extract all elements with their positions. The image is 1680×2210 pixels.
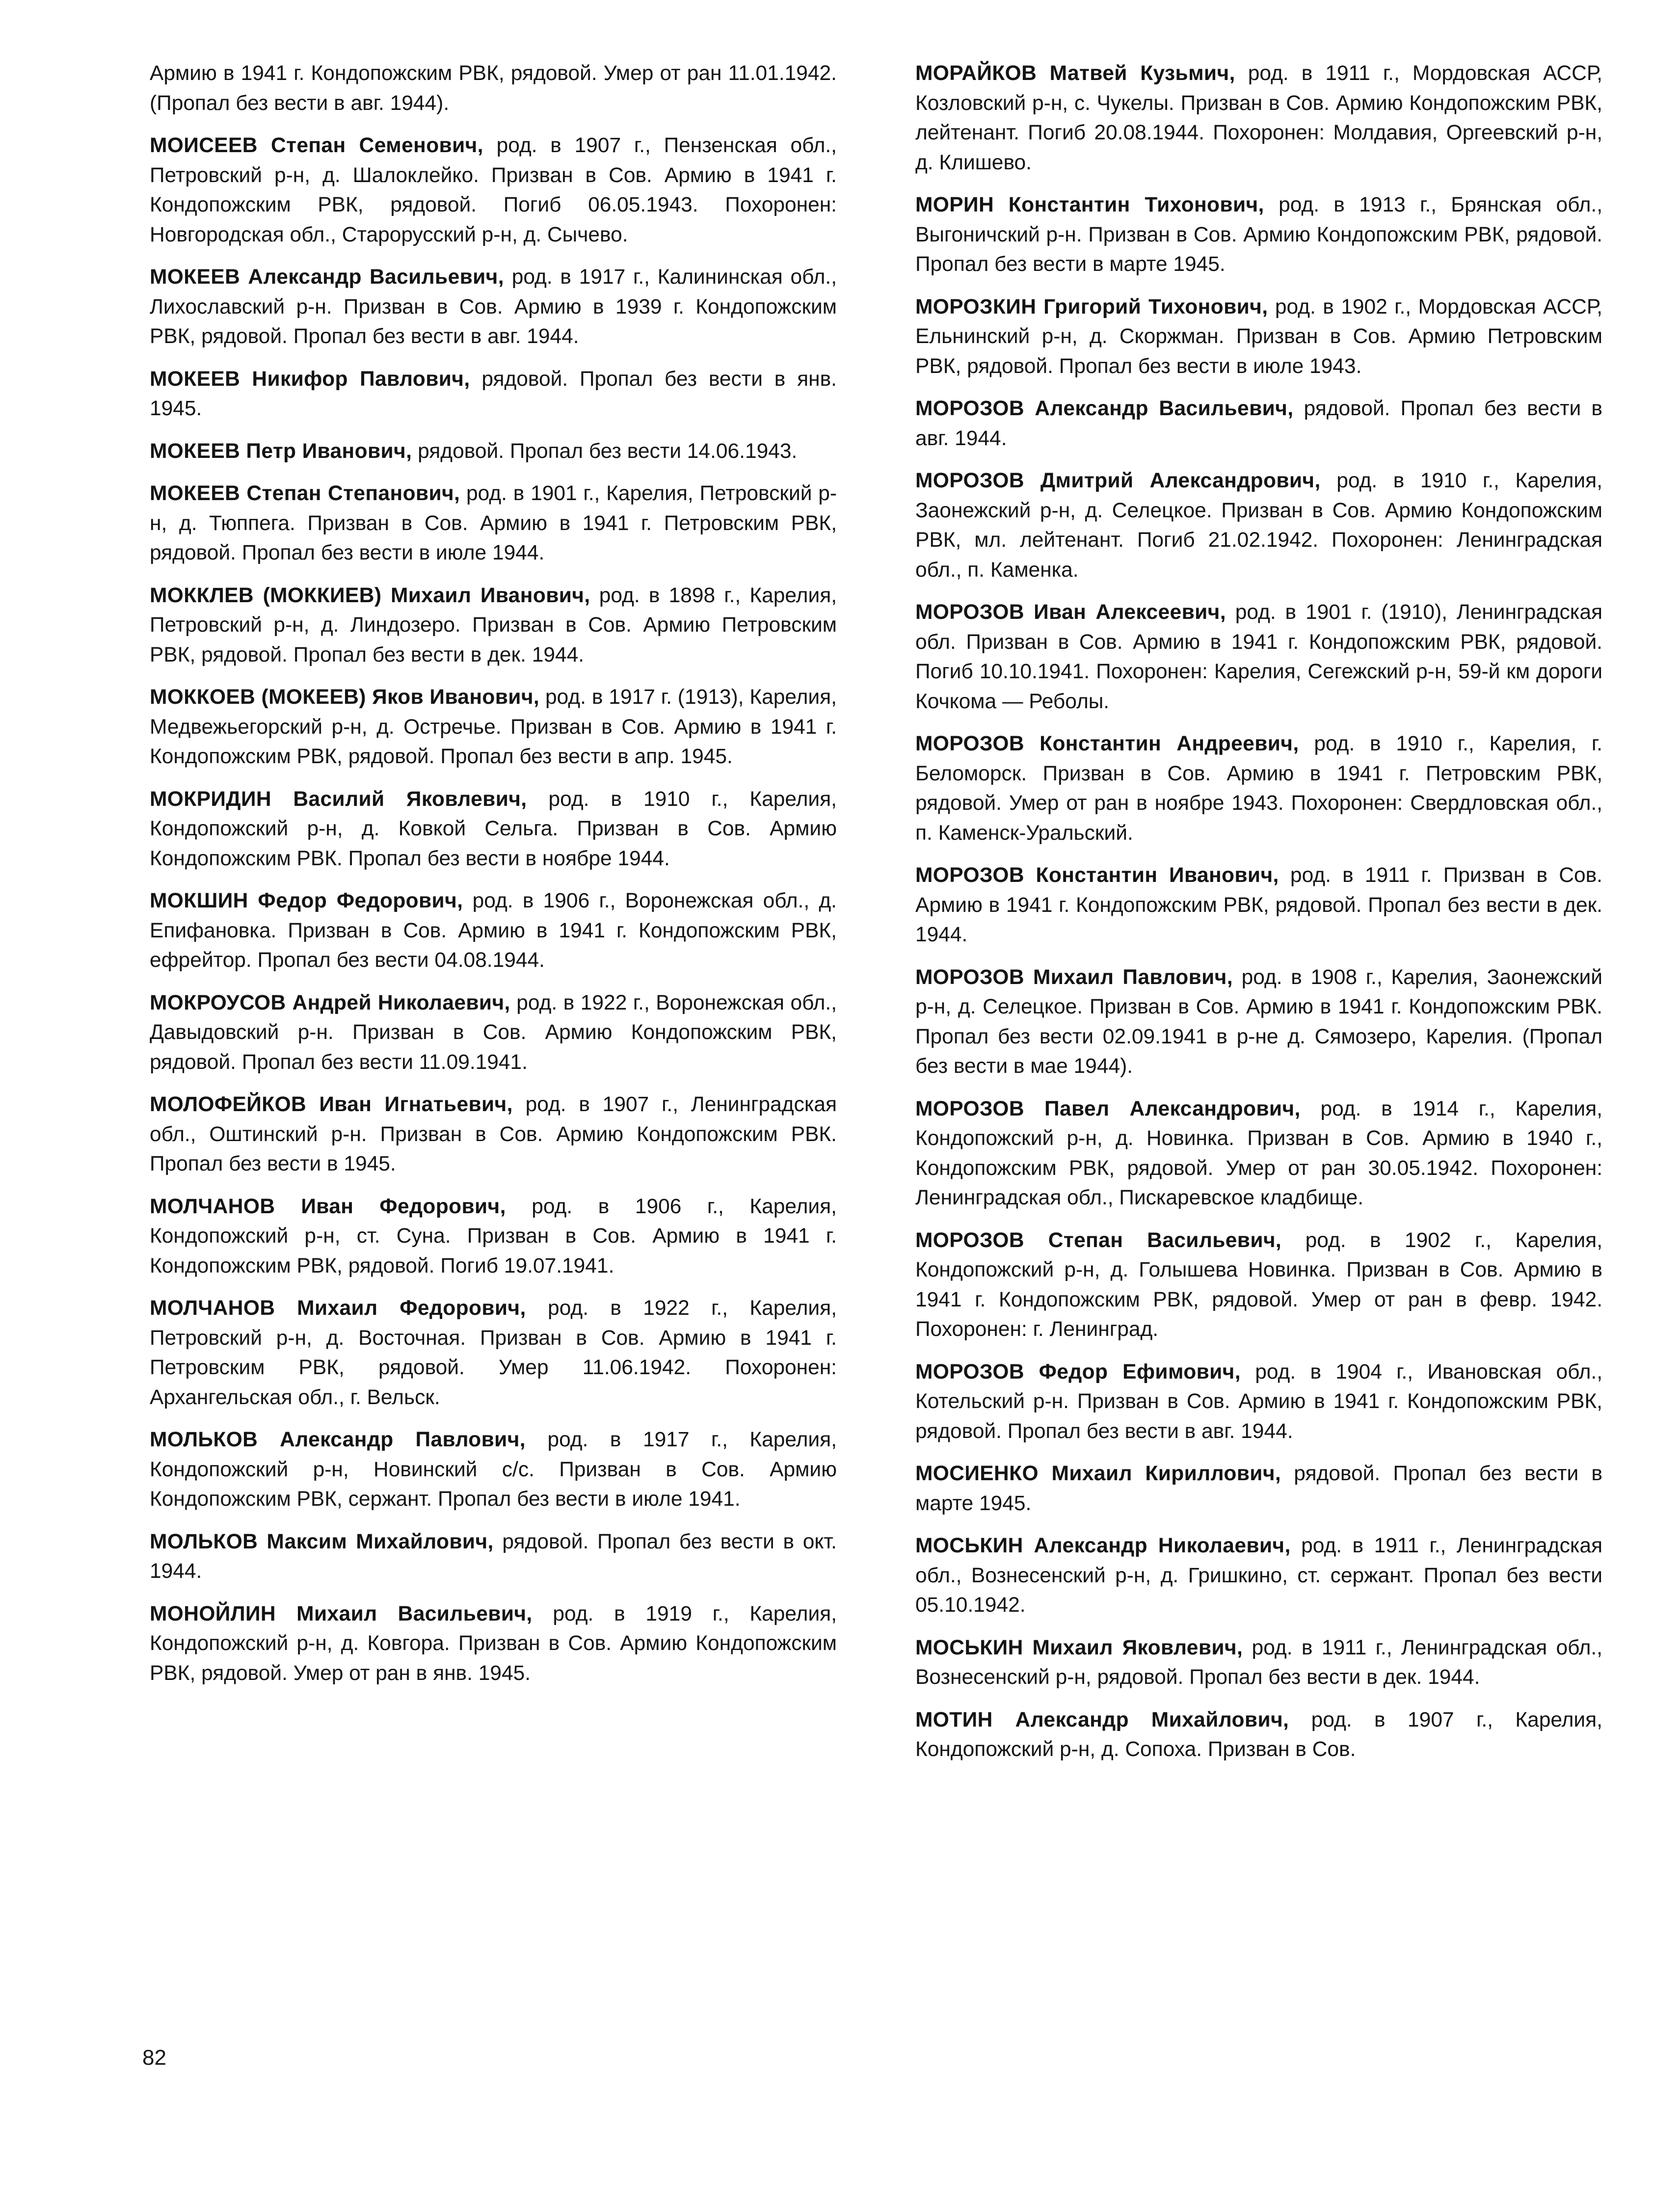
entry-text: род. в 1917 г., Карелия, Кондопожский р-н, Новинский с/с. Призван в Сов. Армию Кондопожским РВК, сержант. Пропал без вести в июле 1941.: [150, 1428, 837, 1511]
entry-text: род. в 1919 г., Карелия, Кондопожский р-н, д. Ковгора. Призван в Сов. Армию Кондопожским РВК, рядовой. Умер от ран в янв. 1945.: [150, 1602, 837, 1685]
entry: [915, 861, 1602, 950]
entry: [915, 598, 1602, 717]
entry-name: МОСИЕНКО Михаил Кириллович,: [915, 1462, 1281, 1485]
entry-name: МОРОЗОВ Александр Васильевич,: [915, 397, 1294, 420]
entry-text: рядовой. Пропал без вести 14.06.1943.: [412, 439, 798, 463]
entry-text: род. в 1904 г., Ивановская обл., Котельский р-н. Призван в Сов. Армию в 1941 г. Кондопожским РВК, рядовой. Пропал без вести в авг. 1944.: [915, 1360, 1603, 1443]
entry-text: род. в 1907 г., Пензенская обл., Петровский р-н, д. Шалоклейко. Призван в Сов. Армию в 1941 г. Кондопожским РВК, рядовой. Погиб 06.05.1943. Похоронен: Новгородская обл., Старорусский р-н, д. Сычево.: [150, 134, 837, 246]
entry-name: МОКРИДИН Василий Яковлевич,: [150, 787, 527, 811]
entry-text: род. в 1910 г., Карелия, Кондопожский р-н, д. Ковкой Сельга. Призван в Сов. Армию Кондопожским РВК. Пропал без вести в ноябре 1944.: [150, 787, 837, 870]
entry-name: МОРОЗОВ Константин Андреевич,: [915, 732, 1299, 755]
entry-name: МОСЬКИН Александр Николаевич,: [915, 1534, 1291, 1557]
entry: [915, 466, 1602, 585]
entry-text: род. в 1911 г., Ленинградская обл., Вознесенский р-н, д. Гришкино, ст. сержант. Пропал без вести 05.10.1942.: [915, 1534, 1602, 1617]
entry-text: род. в 1917 г., Калининская обл., Лихославский р-н. Призван в Сов. Армию в 1939 г. Кондопожским РВК, рядовой. Пропал без вести в авг. 1944.: [150, 266, 837, 348]
entry: [150, 785, 837, 874]
entry-name: МОРОЗКИН Григорий Тихонович,: [915, 295, 1268, 319]
entry-text: род. в 1911 г., Мордовская АССР, Козловский р-н, с. Чукелы. Призван в Сов. Армию Кондопожским РВК, лейтенант. Погиб 20.08.1944. Похоронен: Молдавия, Оргеевский р-н, д. Клишево.: [915, 62, 1602, 174]
entry: [915, 1459, 1602, 1518]
entry: [150, 1599, 837, 1689]
entry-name: МОСЬКИН Михаил Яковлевич,: [915, 1636, 1243, 1659]
entry: [150, 437, 837, 467]
entry: [915, 1226, 1602, 1345]
entry: [150, 1090, 837, 1179]
entry-text: рядовой. Пропал без вести в авг. 1944.: [915, 397, 1602, 450]
entry-text: род. в 1913 г., Брянская обл., Выгоничский р-н. Призван в Сов. Армию Кондопожским РВК, рядовой. Пропал без вести в марте 1945.: [915, 193, 1602, 276]
entry-text: рядовой. Пропал без вести в окт. 1944.: [150, 1530, 837, 1583]
entry: [150, 1294, 837, 1412]
entry-text: рядовой. Пропал без вести в марте 1945.: [915, 1462, 1602, 1515]
entry-text: род. в 1917 г. (1913), Карелия, Медвежьегорский р-н, д. Остречье. Призван в Сов. Армию в 1941 г. Кондопожским РВК, рядовой. Пропал без вести в апр. 1945.: [150, 686, 837, 768]
entry: [915, 1531, 1602, 1621]
entry-name: МОРОЗОВ Константин Иванович,: [915, 864, 1279, 887]
entry-name: МОЛОФЕЙКОВ Иван Игнатьевич,: [150, 1093, 513, 1116]
entry: [150, 1527, 837, 1587]
entry: [150, 1192, 837, 1281]
entry: [150, 988, 837, 1078]
entry-name: МОИСЕЕВ Степан Семенович,: [150, 134, 483, 157]
entry: [150, 683, 837, 772]
entry-name: МОКЕЕВ Александр Васильевич,: [150, 266, 504, 289]
entry: [150, 581, 837, 670]
entry: [915, 59, 1602, 178]
entry-name: МОКРОУСОВ Андрей Николаевич,: [150, 991, 510, 1014]
entry: [150, 263, 837, 352]
entry-name: МОКЕЕВ Петр Иванович,: [150, 439, 412, 463]
entry: [915, 190, 1602, 280]
entry: [915, 1358, 1602, 1447]
entry-name: МОТИН Александр Михайлович,: [915, 1708, 1289, 1731]
entry: [915, 293, 1602, 382]
entry-text: род. в 1922 г., Карелия, Петровский р-н, д. Восточная. Призван в Сов. Армию в 1941 г. Петровским РВК, рядовой. Умер 11.06.1942. Похоронен: Архангельская обл., г. Вельск.: [150, 1297, 837, 1409]
entry-name: МОРАЙКОВ Матвей Кузьмич,: [915, 62, 1235, 85]
entry-text: род. в 1911 г., Ленинградская обл., Вознесенский р-н, рядовой. Пропал без вести в дек. 1944.: [915, 1636, 1602, 1689]
entry-name: МОНОЙЛИН Михаил Васильевич,: [150, 1602, 533, 1625]
entry-text: род. в 1922 г., Воронежская обл., Давыдовский р-н. Призван в Сов. Армию Кондопожским РВК, рядовой. Пропал без вести 11.09.1941.: [150, 991, 837, 1074]
entry-text: род. в 1901 г., Карелия, Петровский р-н, д. Тюппега. Призван в Сов. Армию в 1941 г. Петровским РВК, рядовой. Пропал без вести в июле 1944.: [150, 482, 837, 564]
entry-text: род. в 1906 г., Карелия, Кондопожский р-н, ст. Суна. Призван в Сов. Армию в 1941 г. Кондопожским РВК, рядовой. Погиб 19.07.1941.: [150, 1195, 837, 1278]
entry-text: род. в 1910 г., Карелия, г. Беломорск. Призван в Сов. Армию в 1941 г. Петровским РВК, рядовой. Умер от ран в ноябре 1943. Похоронен: Свердловская обл., п. Каменск-Уральский.: [915, 732, 1602, 845]
entry-name: МОКЕЕВ Никифор Павлович,: [150, 367, 470, 391]
entry-name: МОККЛЕВ (МОККИЕВ) Михаил Иванович,: [150, 584, 590, 607]
entry: [150, 479, 837, 568]
entry-text: род. в 1902 г., Мордовская АССР, Ельнинский р-н, д. Скоржман. Призван в Сов. Армию Петровским РВК, рядовой. Пропал без вести в июле 1943.: [915, 295, 1602, 378]
entry-text: род. в 1902 г., Карелия, Кондопожский р-н, д. Голышева Новинка. Призван в Сов. Армию в 1941 г. Кондопожским РВК, рядовой. Умер от ран в февр. 1942. Похоронен: г. Ленинград.: [915, 1228, 1603, 1341]
page-number: 82: [142, 2046, 166, 2070]
entry: [915, 1705, 1602, 1765]
right-column: [915, 59, 1602, 1778]
entry: [150, 59, 837, 118]
entry-text: род. в 1910 г., Карелия, Заонежский р-н, д. Селецкое. Призван в Сов. Армию Кондопожским РВК, мл. лейтенант. Погиб 21.02.1942. Похоронен: Ленинградская обл., п. Каменка.: [915, 469, 1602, 582]
entry: [150, 365, 837, 424]
entry-name: МОРОЗОВ Дмитрий Александрович,: [915, 469, 1321, 492]
entry-name: МОКЕЕВ Степан Степанович,: [150, 482, 460, 505]
entry-name: МОРОЗОВ Степан Васильевич,: [915, 1228, 1282, 1252]
entry-text: рядовой. Пропал без вести в янв. 1945.: [150, 367, 837, 420]
entry-name: МОРОЗОВ Федор Ефимович,: [915, 1360, 1241, 1384]
entry-text: род. в 1901 г. (1910), Ленинградская обл. Призван в Сов. Армию в 1941 г. Кондопожским РВК, рядовой. Погиб 10.10.1941. Похоронен: Карелия, Сегежский р-н, 59-й км дороги Кочкома — Реболы.: [915, 601, 1602, 713]
entry: [915, 1094, 1602, 1213]
entry-text: род. в 1907 г., Карелия, Кондопожский р-н, д. Сопоха. Призван в Сов.: [915, 1708, 1602, 1761]
entry: [150, 1425, 837, 1515]
entry: [915, 963, 1602, 1082]
entry-name: МОЛЬКОВ Максим Михайлович,: [150, 1530, 494, 1553]
entry-text: род. в 1914 г., Карелия, Кондопожский р-н, д. Новинка. Призван в Сов. Армию в 1940 г., Кондопожским РВК, рядовой. Умер от ран 30.05.1942. Похоронен: Ленинградская обл., Пискаревское кладбище.: [915, 1097, 1602, 1209]
left-column: [150, 59, 837, 1701]
entry-text: род. в 1906 г., Воронежская обл., д. Епифановка. Призван в Сов. Армию в 1941 г. Кондопожским РВК, ефрейтор. Пропал без вести 04.08.1944.: [150, 889, 837, 972]
entry-name: МОЛЬКОВ Александр Павлович,: [150, 1428, 526, 1451]
entry: [915, 1633, 1602, 1693]
entry-name: МОЛЧАНОВ Иван Федорович,: [150, 1195, 506, 1218]
entry-text: род. в 1908 г., Карелия, Заонежский р-н, д. Селецкое. Призван в Сов. Армию в 1941 г. Кондопожским РВК. Пропал без вести 02.09.1941 в р-не д. Сямозеро, Карелия. (Пропал без вести в мае 1944).: [915, 965, 1602, 1078]
entry-name: МОКШИН Федор Федорович,: [150, 889, 463, 912]
entry-text: Армию в 1941 г. Кондопожским РВК, рядовой. Умер от ран 11.01.1942. (Пропал без вести в авг. 1944).: [150, 62, 837, 115]
entry-text: род. в 1907 г., Ленинградская обл., Оштинский р-н. Призван в Сов. Армию Кондопожским РВК. Пропал без вести в 1945.: [150, 1093, 837, 1175]
entry-name: МОРОЗОВ Павел Александрович,: [915, 1097, 1301, 1120]
entry: [915, 729, 1602, 848]
entry-name: МОРОЗОВ Иван Алексеевич,: [915, 601, 1226, 624]
entry: [150, 886, 837, 976]
entry-name: МОЛЧАНОВ Михаил Федорович,: [150, 1297, 526, 1320]
entry: [150, 131, 837, 250]
entry-text: род. в 1898 г., Карелия, Петровский р-н, д. Линдозеро. Призван в Сов. Армию Петровским РВК, рядовой. Пропал без вести в дек. 1944.: [150, 584, 837, 666]
entry-name: МОРОЗОВ Михаил Павлович,: [915, 965, 1233, 989]
entry-name: МОРИН Константин Тихонович,: [915, 193, 1264, 216]
entry-text: род. в 1911 г. Призван в Сов. Армию в 1941 г. Кондопожским РВК, рядовой. Пропал без вести в дек. 1944.: [915, 864, 1602, 946]
entry: [915, 394, 1602, 453]
entry-name: МОККОЕВ (МОКЕЕВ) Яков Иванович,: [150, 686, 540, 709]
